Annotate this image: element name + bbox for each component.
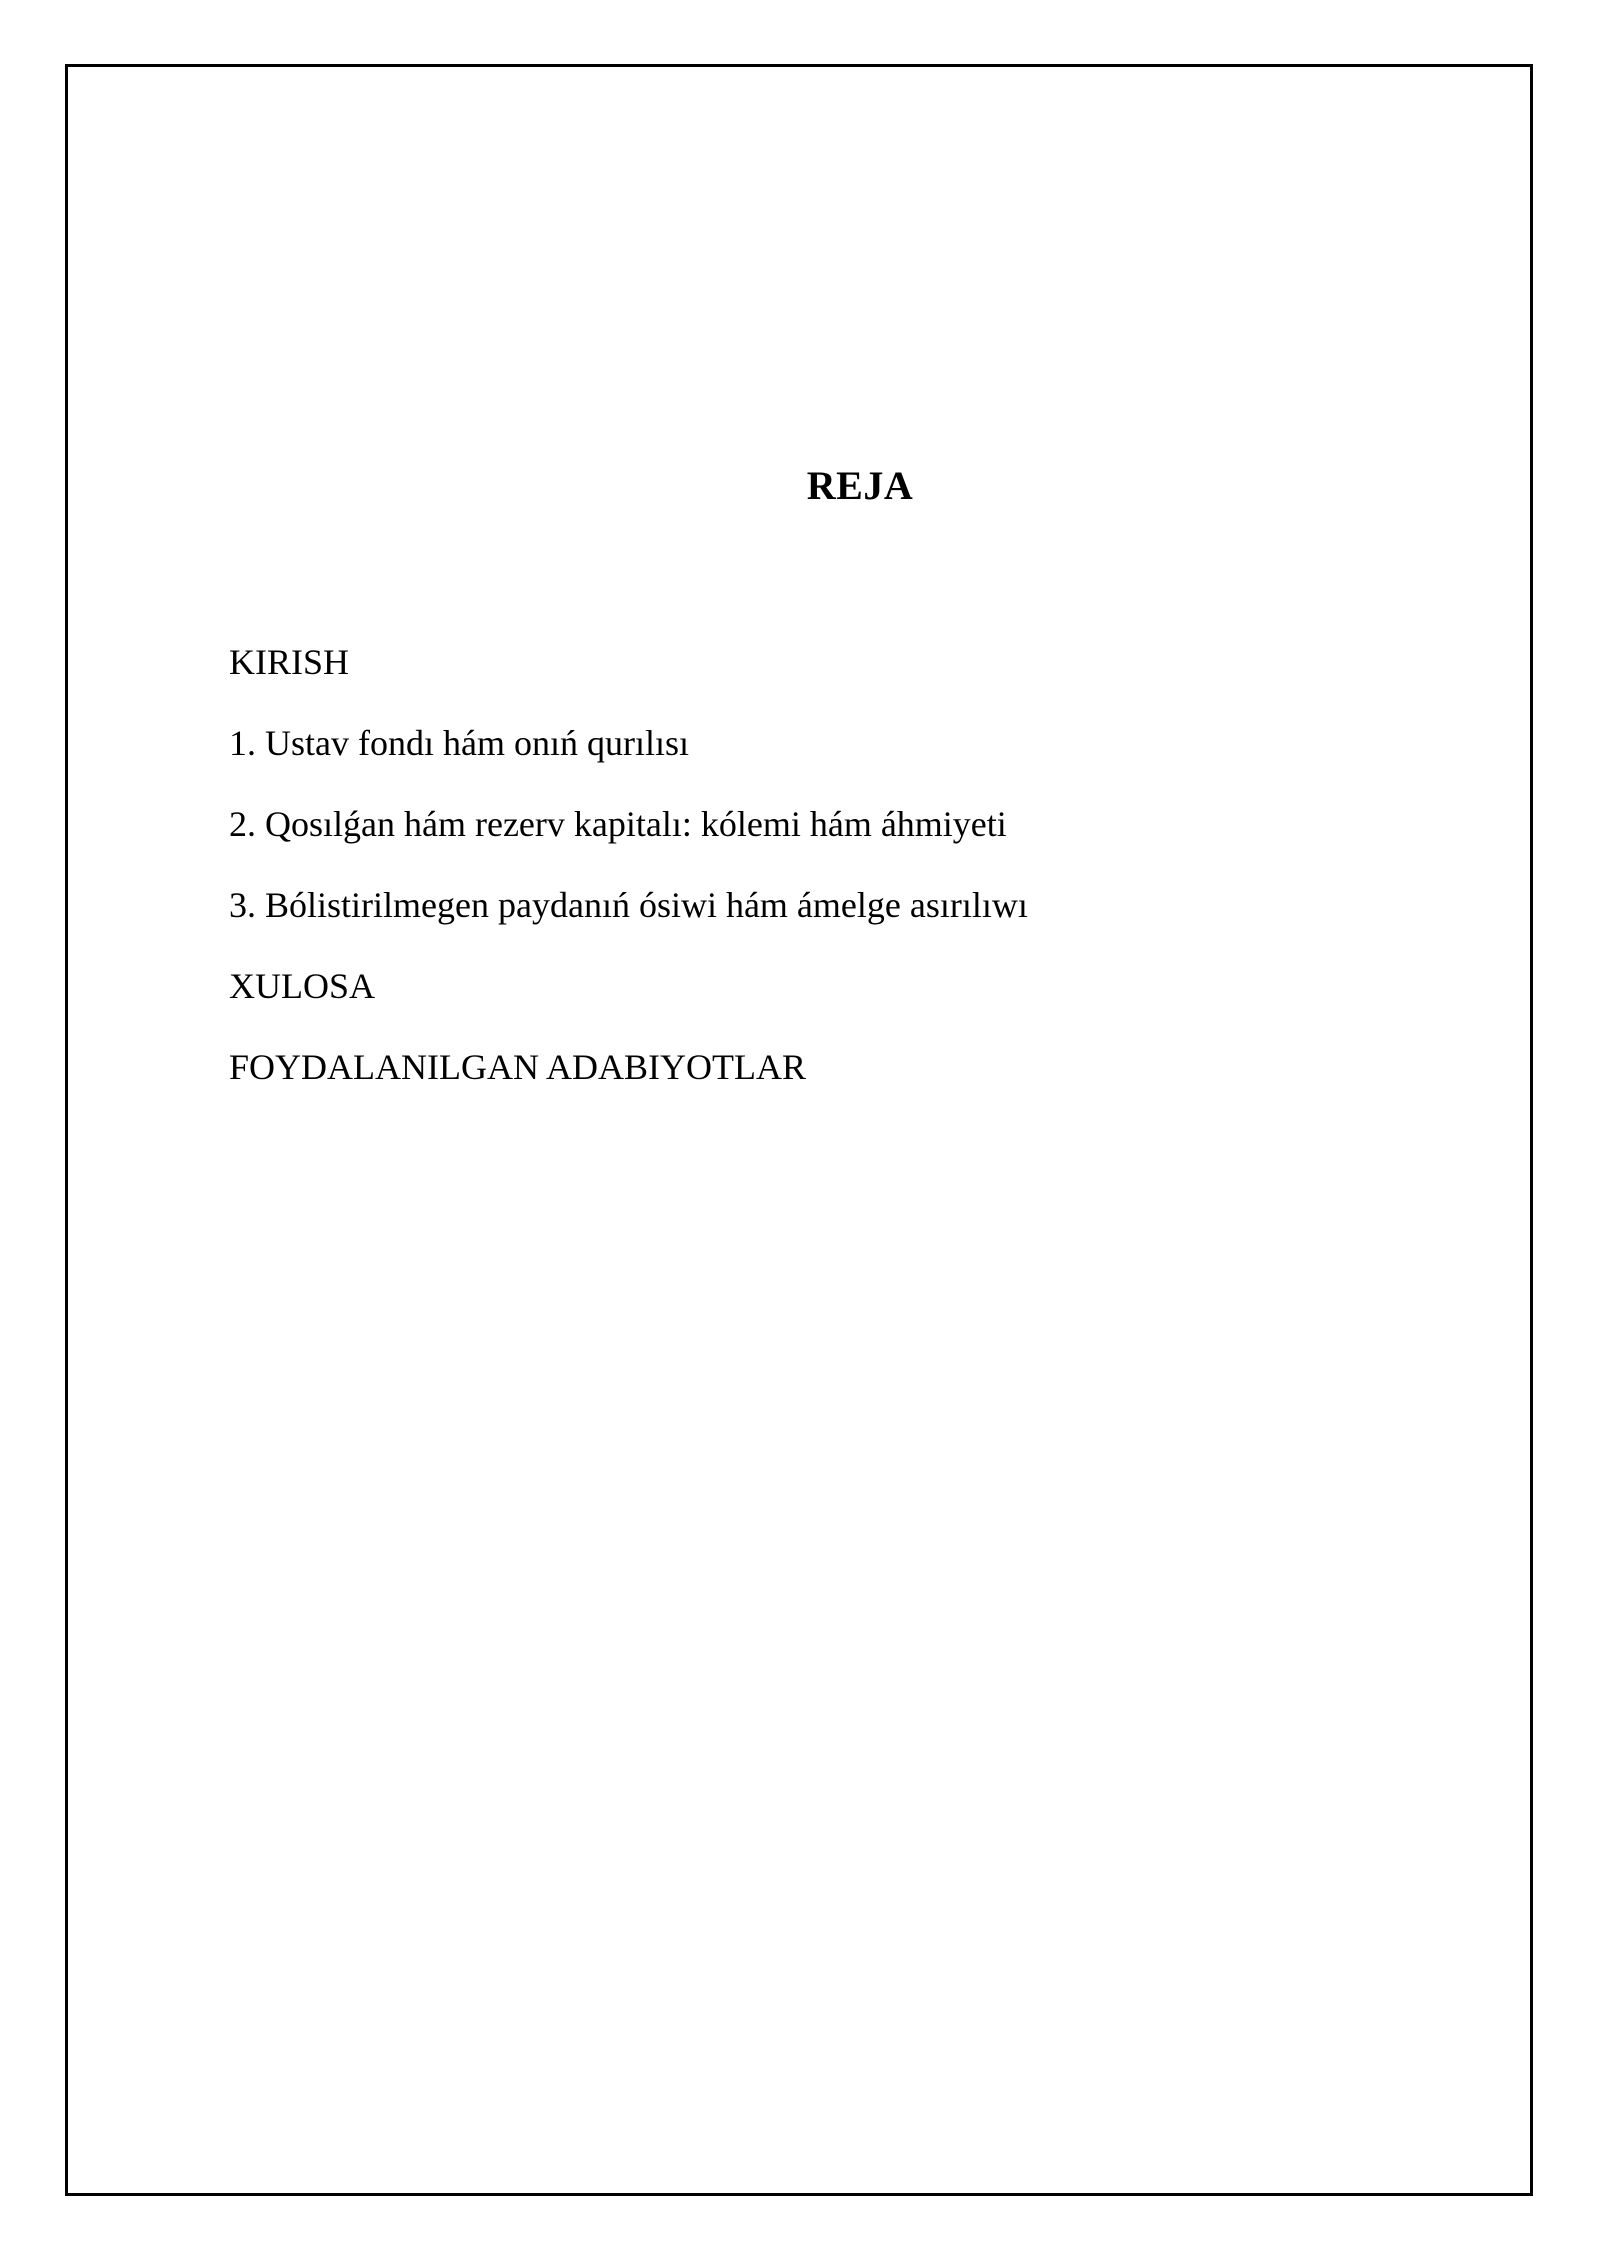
toc-item-1: 1. Ustav fondı hám onıń qurılısı: [229, 723, 689, 763]
toc-item-2: 2. Qosılǵan hám rezerv kapitalı: kólemi hám áhmiyeti: [229, 804, 1007, 844]
toc-item-3: 3. Bólistirilmegen paydanıń ósiwi hám ámelge asırılıwı: [229, 885, 1028, 925]
page-title: REJA: [806, 463, 914, 508]
page-border: [65, 64, 1533, 2196]
toc-item-adabiyotlar: FOYDALANILGAN ADABIYOTLAR: [229, 1047, 806, 1087]
toc-item-xulosa: XULOSA: [229, 966, 376, 1006]
table-of-contents: [229, 640, 1028, 1126]
toc-item-kirish: KIRISH: [229, 642, 350, 682]
